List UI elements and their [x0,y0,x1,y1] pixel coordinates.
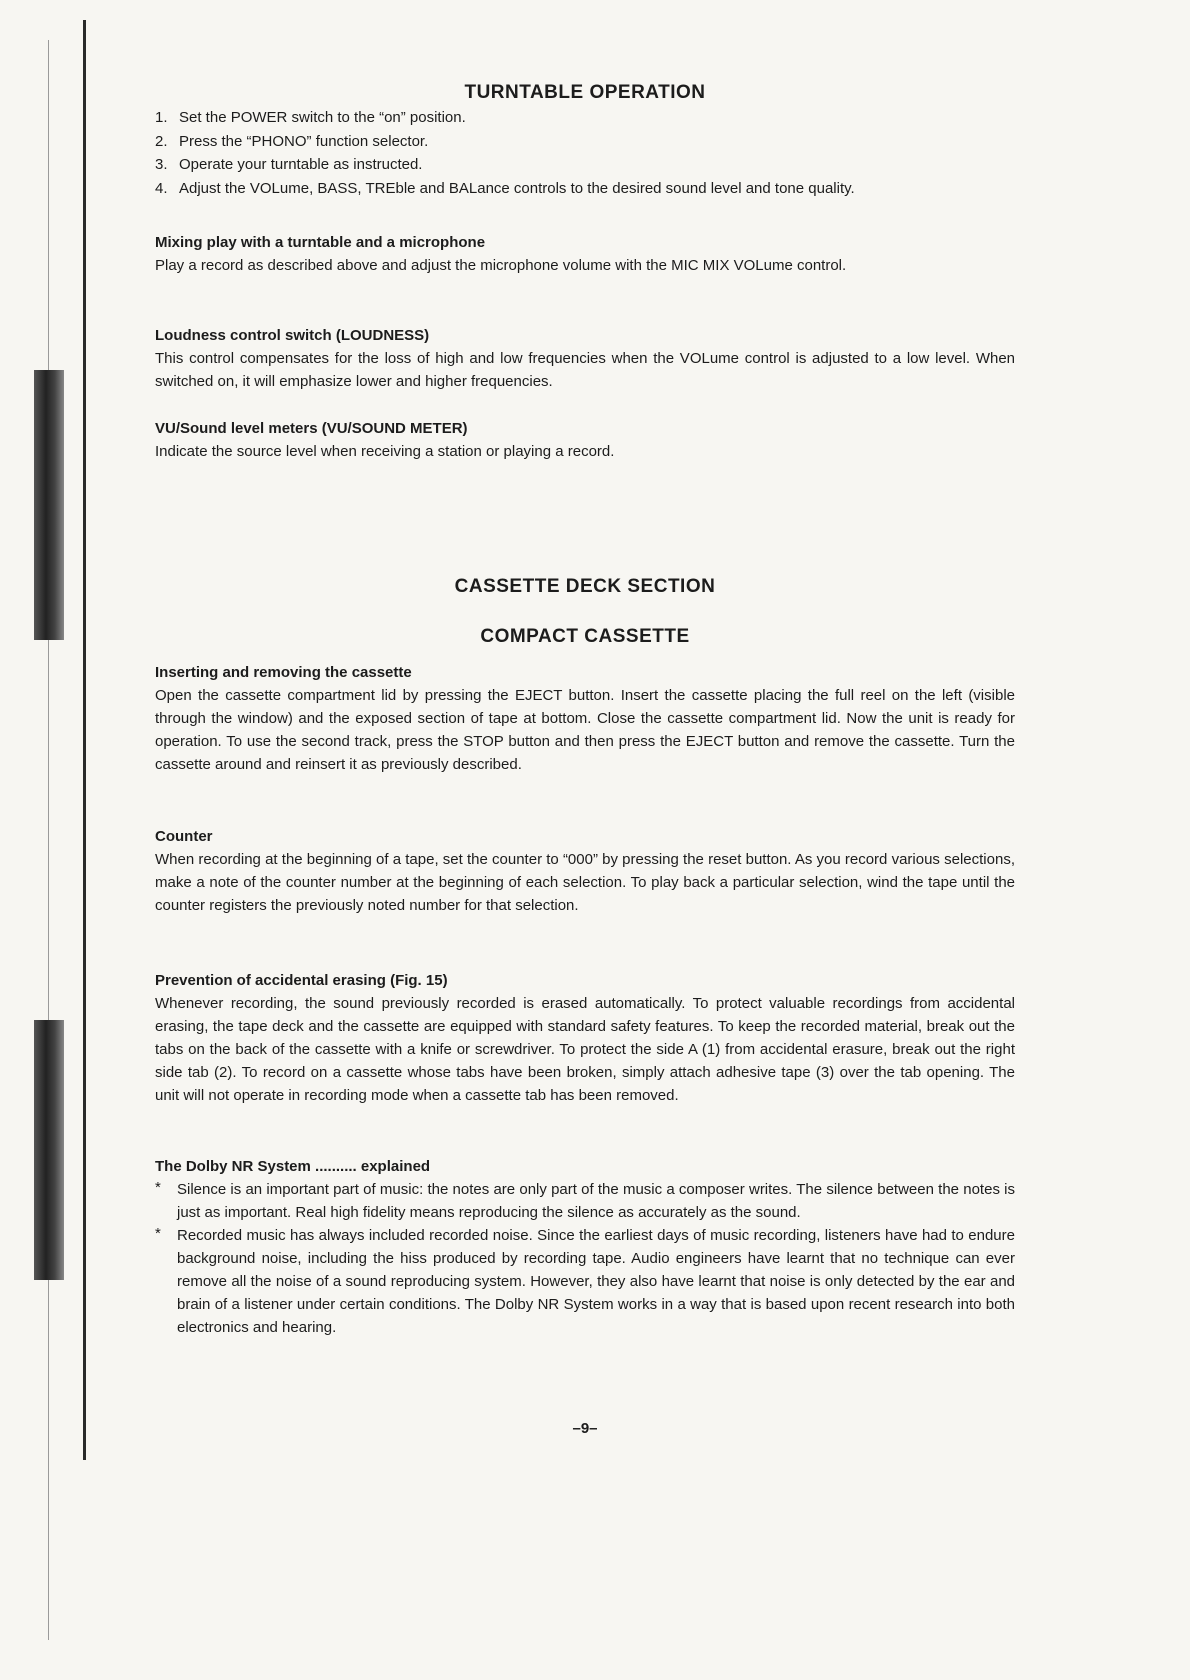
step-item: 3. Operate your turntable as instructed. [155,156,423,173]
binding-edge-line [48,40,49,1640]
loudness-text: This control compensates for the loss of high and low frequencies when the VOLume control is adjusted to a low level. When switched on, it will emphasize lower and higher frequencies. [155,350,1015,390]
counter-heading: Counter [155,828,213,845]
prevention-heading: Prevention of accidental erasing (Fig. 15) [155,972,448,989]
list-item: * Recorded music has always included recorded noise. Since the earliest days of music recording, listeners have had to endure background noise, including the hiss produced by recording tape. Audio engineers have learnt that no technique can ever remove all the noise of a sound reproducing system. However, they also have learnt that noise is only detected by the ear and brain of a listener under certain conditions. The Dolby NR System works in a way that is based upon recent research into both electronics and hearing. [155,1224,1015,1339]
inserting-section [155,662,1015,776]
cassette-title: CASSETTE DECK SECTION [454,576,716,597]
step-item: 1. Set the POWER switch to the “on” position. [155,109,466,126]
mixing-section [155,232,1015,277]
step-item: 2. Press the “PHONO” function selector. [155,132,429,150]
prevention-section [155,970,1015,1107]
dolby-section [155,1156,1015,1339]
dolby-heading: The Dolby NR System .......... explained [155,1158,431,1175]
punch-hole-shadow [34,370,64,640]
mixing-heading: Mixing play with a turntable and a microphone [155,234,486,251]
bullet-star-icon: * [155,1179,161,1196]
cassette-subtitle: COMPACT CASSETTE [480,626,690,647]
prevention-text: Whenever recording, the sound previously recorded is erased automatically. To protect valuable recordings from accidental erasing, the tape deck and the cassette are equipped with standard safety features. To keep the recorded material, break out the tabs on the back of the cassette with a knife or screwdriver. To protect the side A (1) from accidental erasure, break out the right side tab (2). To record on a cassette whose tabs have been broken, simply attach adhesive tape (3) over the tab opening. The unit will not operate in recording mode when a cassette tab has been removed. [155,995,1015,1104]
turntable-steps [155,106,1015,200]
turntable-title: TURNTABLE OPERATION [464,82,706,103]
mixing-text: Play a record as described above and adjust the microphone volume with the MIC MIX VOLume control. [155,257,847,274]
loudness-section [155,325,1015,393]
vu-heading: VU/Sound level meters (VU/SOUND METER) [155,420,468,437]
list-item: * Silence is an important part of music: the notes are only part of the music a composer writes. The silence between the notes is just as important. Real high fidelity means reproducing the silence as accurately as the sound. [155,1178,1015,1224]
vu-text: Indicate the source level when receiving a station or playing a record. [155,443,615,460]
page-number: –9– [572,1420,598,1437]
loudness-heading: Loudness control switch (LOUDNESS) [155,327,430,344]
margin-rule [83,20,86,1460]
inserting-heading: Inserting and removing the cassette [155,664,412,681]
punch-hole-shadow [34,1020,64,1280]
counter-section [155,826,1015,917]
dolby-bullets [155,1178,1015,1339]
vu-section [155,418,1015,463]
counter-text: When recording at the beginning of a tape, set the counter to “000” by pressing the reset button. As you record various selections, make a note of the counter number at the beginning of each selection. To play back a particular selection, wind the tape until the counter registers the previously noted number for that selection. [155,851,1015,914]
step-item: 4. Adjust the VOLume, BASS, TREble and BALance controls to the desired sound level and tone quality. [155,179,855,197]
inserting-text: Open the cassette compartment lid by pressing the EJECT button. Insert the cassette placing the full reel on the left (visible through the window) and the exposed section of tape at bottom. Close the cassette compartment lid. Now the unit is ready for operation. To use the second track, press the STOP button and then press the EJECT button and remove the cassette. Turn the cassette around and reinsert it as previously described. [155,687,1015,773]
bullet-star-icon: * [155,1225,161,1242]
